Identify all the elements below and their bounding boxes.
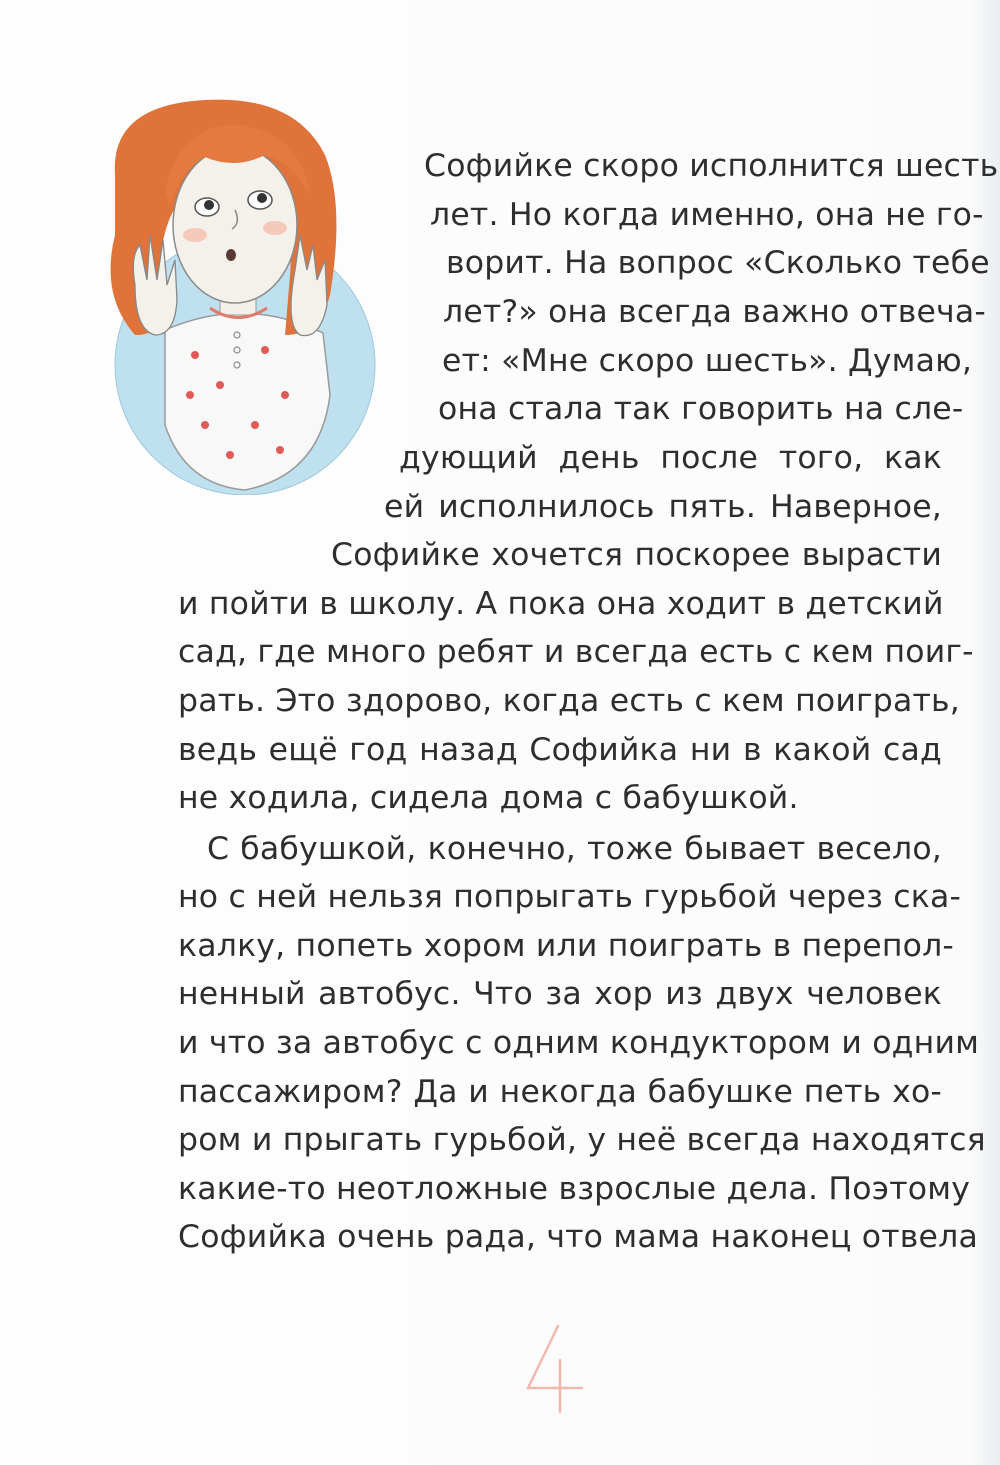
text-line: ведь ещё год назад Софийка ни в какой сад [178,732,942,768]
text-line: ей исполнилось пять. Наверное, [384,489,942,525]
text-line: она стала так говорить на сле- [438,391,964,427]
girl-illustration [95,95,385,495]
text-line: ром и прыгать гурьбой, у неё всегда находятся [178,1122,986,1158]
text-line: какие-то неотложные взрослые дела. Поэтому [178,1171,971,1207]
text-line: Софийке скоро исполнится шесть [424,148,999,184]
text-line: рать. Это здорово, когда есть с кем поиграть, [178,683,960,719]
text-line: но с ней нельзя попрыгать гурьбой через ска- [178,879,962,915]
text-line: не ходила, сидела дома с бабушкой. [178,780,799,816]
text-line: дующий день после того, как [399,440,942,476]
text-line: Софийке хочется поскорее вырасти [331,537,942,573]
text-line: ворит. На вопрос «Сколько тебе [446,245,990,281]
text-line: и что за автобус с одним кондуктором и одним [178,1025,980,1061]
page-number [520,1320,590,1420]
text-line: Софийка очень рада, что мама наконец отвела [178,1219,978,1255]
text-line: лет. Но когда именно, она не го- [430,197,984,233]
text-line: пассажиром? Да и некогда бабушке петь хо- [178,1074,942,1110]
text-line: сад, где много ребят и всегда есть с кем поиг- [178,634,974,670]
text-line: ет: «Мне скоро шесть». Думаю, [442,343,973,379]
text-line: лет?» она всегда важно отвеча- [443,294,986,330]
text-line: калку, попеть хором или поиграть в перепол- [178,928,954,964]
text-line: ненный автобус. Что за хор из двух человек [178,976,942,1012]
text-line: С бабушкой, конечно, тоже бывает весело, [207,831,942,867]
text-line: и пойти в школу. А пока она ходит в детский [178,586,944,622]
